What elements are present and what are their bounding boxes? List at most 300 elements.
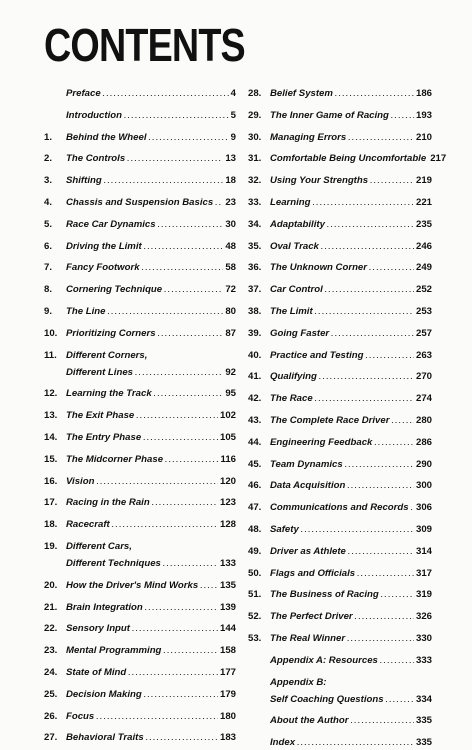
entry-body: [66, 241, 236, 253]
entry-title: Racing in the Rain: [66, 497, 150, 509]
toc-entry: [44, 328, 236, 340]
toc-entry: [44, 241, 236, 253]
toc-entry: [248, 306, 432, 318]
entry-title: The Line: [66, 306, 106, 317]
entry-line: [270, 480, 432, 492]
entry-number: 12.: [44, 388, 58, 400]
toc-entry: [248, 502, 432, 514]
entry-page-number: 333: [415, 654, 432, 666]
entry-title: The Race: [270, 393, 313, 405]
entry-page-number: 80: [225, 306, 236, 317]
toc-entry: [44, 580, 236, 592]
dot-leader: [335, 88, 414, 100]
entry-title: Shifting: [66, 175, 102, 187]
entry-page-number: 133: [219, 558, 236, 569]
entry-title: Different Lines: [66, 366, 133, 378]
entry-title: Data Acquisition: [270, 480, 346, 492]
entry-line: [270, 589, 432, 601]
dot-leader: [132, 623, 218, 635]
toc-entry: [248, 284, 432, 296]
entry-line: [270, 694, 432, 706]
entry-page-number: 186: [415, 88, 432, 99]
dot-leader: [144, 689, 218, 701]
entry-line: [270, 241, 432, 253]
entry-number: 48.: [248, 524, 262, 535]
dot-leader: [128, 667, 218, 679]
entry-title: Vision: [66, 475, 95, 487]
entry-line: [270, 284, 432, 296]
entry-title: Decision Making: [66, 688, 142, 700]
entry-page-number: 177: [219, 667, 236, 678]
entry-title: Qualifying: [270, 371, 317, 383]
entry-line: [66, 367, 236, 379]
toc-entry: [44, 175, 236, 187]
entry-title: Car Control: [270, 284, 323, 296]
entry-line: [66, 519, 236, 531]
entry-body: [270, 524, 432, 536]
dot-leader: [391, 415, 414, 427]
entry-title: Oval Track: [270, 240, 319, 252]
entry-line: [270, 415, 432, 427]
dot-leader: [127, 153, 223, 165]
dot-leader: [164, 284, 223, 296]
entry-body: [270, 153, 447, 165]
entry-body: [270, 241, 432, 253]
entry-line: [270, 737, 432, 749]
entry-line: [66, 328, 236, 340]
entry-body: [66, 350, 236, 379]
entry-body: [66, 88, 236, 100]
entry-page-number: 334: [415, 693, 432, 705]
entry-page-number: 317: [415, 567, 432, 579]
entry-number: 2.: [44, 153, 53, 165]
toc-entry: [44, 519, 236, 531]
entry-line: [66, 306, 236, 318]
entry-number: 3.: [44, 175, 53, 187]
entry-page-number: 87: [225, 327, 236, 339]
toc-entry: [248, 350, 432, 362]
entry-body: [270, 371, 432, 383]
dot-leader: [136, 410, 218, 422]
entry-page-number: 219: [415, 175, 432, 187]
entry-page-number: 235: [415, 218, 432, 230]
entry-body: [270, 546, 432, 558]
entry-title: Appendix B:: [270, 676, 327, 688]
entry-title: Mental Programming: [66, 645, 162, 657]
entry-page-number: 144: [219, 623, 236, 635]
entry-line: [270, 110, 432, 122]
entry-body: [270, 306, 432, 318]
entry-title: Learning: [270, 197, 311, 208]
toc-entry: [44, 497, 236, 509]
entry-body: [66, 219, 236, 231]
entry-page-number: 306: [415, 502, 432, 514]
dot-leader: [96, 711, 218, 723]
entry-page-number: 58: [225, 262, 236, 274]
entry-page-number: 135: [219, 579, 236, 591]
entry-line: [66, 454, 236, 466]
entry-page-number: 221: [415, 197, 432, 208]
toc-entry: [248, 197, 432, 209]
entry-number: 45.: [248, 458, 262, 470]
dot-leader: [112, 519, 218, 531]
toc-entry: [248, 437, 432, 449]
entry-title: Introduction: [66, 109, 122, 121]
entry-page-number: 286: [415, 436, 432, 448]
entry-title: The Limit: [270, 306, 313, 317]
entry-line: [270, 611, 432, 623]
entry-body: [270, 219, 432, 231]
entry-body: [66, 432, 236, 444]
entry-number: 22.: [44, 623, 58, 635]
entry-number: 36.: [248, 262, 262, 274]
entry-title: The Perfect Driver: [270, 611, 353, 623]
entry-number: 25.: [44, 688, 58, 700]
entry-title: State of Mind: [66, 667, 127, 678]
entry-number: 29.: [248, 109, 262, 121]
entry-line: [66, 197, 236, 209]
entry-number: 21.: [44, 601, 58, 613]
entry-page-number: 249: [415, 262, 432, 274]
entry-line: [270, 350, 432, 362]
entry-page-number: 300: [415, 480, 432, 492]
dot-leader: [370, 175, 414, 187]
dot-leader: [200, 580, 218, 592]
entry-page-number: 330: [415, 633, 432, 644]
entry-page-number: 263: [415, 349, 432, 361]
entry-page-number: 48: [225, 240, 236, 252]
entry-page-number: 102: [219, 410, 236, 422]
toc-entry: [248, 715, 432, 727]
entry-line: [270, 655, 432, 667]
entry-line: [66, 350, 236, 362]
dot-leader: [313, 197, 414, 209]
entry-title: Cornering Technique: [66, 284, 163, 296]
dot-leader: [319, 371, 414, 383]
entry-title: Racecraft: [66, 519, 110, 531]
entry-line: [270, 219, 432, 231]
toc-entry: [44, 410, 236, 422]
entry-body: [270, 633, 432, 645]
dot-leader: [145, 602, 218, 614]
entry-line: [66, 602, 236, 614]
toc-entry: [248, 132, 432, 144]
entry-line: [66, 88, 236, 100]
entry-number: 26.: [44, 710, 58, 722]
entry-title: The Business of Racing: [270, 589, 379, 601]
toc-entry: [248, 241, 432, 253]
entry-page-number: 139: [219, 601, 236, 613]
entry-title: Going Faster: [270, 327, 330, 339]
entry-line: [66, 645, 236, 657]
dot-leader: [315, 306, 414, 318]
entry-line: [270, 262, 432, 274]
entry-title: The Complete Race Driver: [270, 415, 390, 426]
entry-body: [66, 519, 236, 531]
dot-leader: [215, 197, 223, 209]
entry-body: [270, 88, 432, 100]
entry-title: The Controls: [66, 153, 126, 165]
entry-title: Sensory Input: [66, 623, 130, 635]
entry-line: [66, 262, 236, 274]
entry-number: 51.: [248, 589, 262, 601]
entry-title: Using Your Strengths: [270, 175, 369, 187]
entry-line: [66, 558, 236, 570]
entry-body: [270, 677, 432, 706]
entry-page-number: 246: [415, 240, 432, 252]
toc-entry: [44, 476, 236, 488]
entry-page-number: 13: [225, 153, 236, 165]
entry-line: [66, 623, 236, 635]
entry-page-number: 319: [415, 589, 432, 601]
toc-entry: [44, 132, 236, 144]
entry-title: Behavioral Traits: [66, 732, 144, 744]
entry-number: 30.: [248, 131, 262, 143]
toc-entry: [44, 262, 236, 274]
entry-page-number: 30: [225, 218, 236, 230]
entry-body: [270, 589, 432, 601]
toc-entry: [44, 667, 236, 679]
entry-body: [270, 480, 432, 492]
dot-leader: [374, 437, 414, 449]
entry-page-number: 309: [415, 524, 432, 535]
entry-number: 15.: [44, 453, 58, 465]
entry-number: 42.: [248, 393, 262, 405]
toc-entry: [44, 541, 236, 570]
entry-title: Safety: [270, 524, 299, 535]
entry-line: [270, 633, 432, 645]
entry-number: 41.: [248, 371, 262, 383]
entry-number: 37.: [248, 284, 262, 296]
entry-title: Learning the Track: [66, 388, 152, 400]
entry-number: 34.: [248, 218, 262, 230]
entry-line: [66, 241, 236, 253]
entry-body: [66, 623, 236, 635]
entry-body: [270, 284, 432, 296]
toc-entry: [44, 623, 236, 635]
toc-entry: [248, 393, 432, 405]
entry-number: 9.: [44, 306, 53, 317]
toc-entry: [44, 110, 236, 122]
toc-entry: [248, 480, 432, 492]
toc-entry: [248, 611, 432, 623]
entry-number: 46.: [248, 480, 262, 492]
entry-body: [270, 132, 432, 144]
entry-title: Chassis and Suspension Basics: [66, 197, 214, 208]
toc-entry: [248, 524, 432, 536]
entry-title: Practice and Testing: [270, 349, 364, 361]
entry-number: 44.: [248, 436, 262, 448]
toc-entry: [248, 153, 447, 165]
entry-line: [66, 432, 236, 444]
entry-line: [66, 711, 236, 723]
dot-leader: [321, 241, 414, 253]
entry-body: [66, 197, 236, 209]
entry-body: [66, 732, 236, 744]
dot-leader: [142, 262, 224, 274]
entry-body: [66, 476, 236, 488]
entry-number: 53.: [248, 633, 262, 644]
entry-title: Communications and Records: [270, 502, 409, 514]
dot-leader: [148, 132, 228, 144]
entry-line: [66, 732, 236, 744]
entry-body: [66, 667, 236, 679]
entry-page-number: 4: [230, 88, 236, 99]
entry-body: [270, 393, 432, 405]
entry-line: [66, 219, 236, 231]
entry-body: [66, 580, 236, 592]
entry-line: [270, 437, 432, 449]
dot-leader: [355, 611, 414, 623]
entry-number: 35.: [248, 240, 262, 252]
entry-title: Prioritizing Corners: [66, 327, 156, 339]
entry-number: 39.: [248, 327, 262, 339]
dot-leader: [143, 432, 218, 444]
dot-leader: [107, 306, 223, 318]
entry-number: 18.: [44, 519, 58, 531]
toc-entry: [248, 677, 432, 706]
entry-page-number: 274: [415, 393, 432, 405]
dot-leader: [315, 393, 414, 405]
entry-page-number: 105: [219, 432, 236, 443]
toc-entry: [44, 432, 236, 444]
entry-page-number: 18: [225, 175, 236, 187]
toc-entry: [44, 711, 236, 723]
entry-number: 20.: [44, 579, 58, 591]
entry-line: [66, 410, 236, 422]
entry-body: [270, 350, 432, 362]
entry-title: Different Techniques: [66, 558, 161, 569]
entry-number: 5.: [44, 218, 53, 230]
entry-body: [270, 262, 432, 274]
entry-page-number: 158: [219, 645, 236, 657]
entry-number: 43.: [248, 415, 262, 426]
entry-line: [270, 328, 432, 340]
entry-page-number: 92: [225, 366, 236, 378]
dot-leader: [351, 715, 414, 727]
entry-line: [270, 459, 432, 471]
entry-title: Team Dynamics: [270, 458, 343, 470]
entry-body: [66, 284, 236, 296]
dot-leader: [369, 262, 414, 274]
entry-page-number: 326: [415, 611, 432, 623]
entry-body: [270, 715, 432, 727]
entry-title: Managing Errors: [270, 131, 347, 143]
entry-line: [66, 110, 236, 122]
entry-line: [270, 371, 432, 383]
toc-entry: [248, 175, 432, 187]
entry-number: 40.: [248, 349, 262, 361]
entry-page-number: 5: [230, 109, 236, 121]
entry-line: [270, 524, 432, 536]
toc-entry: [44, 388, 236, 400]
entry-body: [66, 175, 236, 187]
toc-entry: [44, 645, 236, 657]
entry-title: Brain Integration: [66, 601, 143, 613]
entry-page-number: 210: [415, 131, 432, 143]
dot-leader: [380, 655, 414, 667]
dot-leader: [163, 558, 218, 570]
entry-title: Adaptability: [270, 218, 325, 230]
dot-leader: [327, 219, 414, 231]
dot-leader: [348, 546, 414, 558]
toc-entry: [248, 633, 432, 645]
entry-body: [270, 655, 432, 667]
dot-leader: [347, 633, 414, 645]
toc-entry: [44, 602, 236, 614]
entry-line: [270, 677, 432, 689]
toc-entry: [44, 219, 236, 231]
dot-leader: [152, 497, 218, 509]
entry-number: 13.: [44, 410, 58, 422]
entry-number: 23.: [44, 645, 58, 657]
entry-title: Driver as Athlete: [270, 545, 346, 557]
entry-line: [66, 689, 236, 701]
entry-page-number: 314: [415, 545, 432, 557]
entry-page-number: 179: [219, 688, 236, 700]
entry-body: [66, 541, 236, 570]
toc-entry: [44, 454, 236, 466]
dot-leader: [163, 645, 218, 657]
entry-line: [66, 667, 236, 679]
entry-line: [66, 497, 236, 509]
entry-body: [270, 328, 432, 340]
entry-line: [270, 568, 432, 580]
entry-body: [66, 153, 236, 165]
entry-body: [66, 410, 236, 422]
toc-entry: [248, 415, 432, 427]
dot-leader: [365, 350, 414, 362]
entry-line: [270, 197, 432, 209]
entry-title: The Unknown Corner: [270, 262, 368, 274]
dot-leader: [146, 732, 218, 744]
toc-entry: [44, 284, 236, 296]
entry-title: How the Driver's Mind Works: [66, 579, 199, 591]
toc-entry: [44, 153, 236, 165]
entry-number: 16.: [44, 475, 58, 487]
entry-title: Preface: [66, 88, 101, 99]
entry-number: 24.: [44, 667, 58, 678]
entry-number: 10.: [44, 327, 58, 339]
entry-body: [270, 175, 432, 187]
entry-title: Different Cars,: [66, 541, 132, 552]
page-title: CONTENTS: [44, 19, 245, 71]
entry-title: About the Author: [270, 715, 349, 727]
dot-leader: [348, 132, 414, 144]
entry-body: [270, 611, 432, 623]
entry-title: The Real Winner: [270, 633, 346, 644]
entry-number: 17.: [44, 497, 58, 509]
entry-line: [270, 132, 432, 144]
entry-page-number: 183: [219, 732, 236, 744]
dot-leader: [345, 459, 414, 471]
toc-entry: [248, 737, 432, 749]
entry-body: [66, 306, 236, 318]
entry-title: Focus: [66, 710, 95, 722]
entry-line: [270, 153, 447, 165]
entry-title: Different Corners,: [66, 349, 148, 361]
dot-leader: [391, 110, 414, 122]
toc-entry: [248, 262, 432, 274]
entry-number: 1.: [44, 131, 53, 143]
entry-title: Engineering Feedback: [270, 436, 373, 448]
entry-body: [66, 110, 236, 122]
entry-number: 19.: [44, 541, 58, 552]
entry-body: [270, 110, 432, 122]
entry-page-number: 120: [219, 475, 236, 487]
entry-page-number: 23: [225, 197, 236, 208]
toc-entry: [44, 350, 236, 379]
